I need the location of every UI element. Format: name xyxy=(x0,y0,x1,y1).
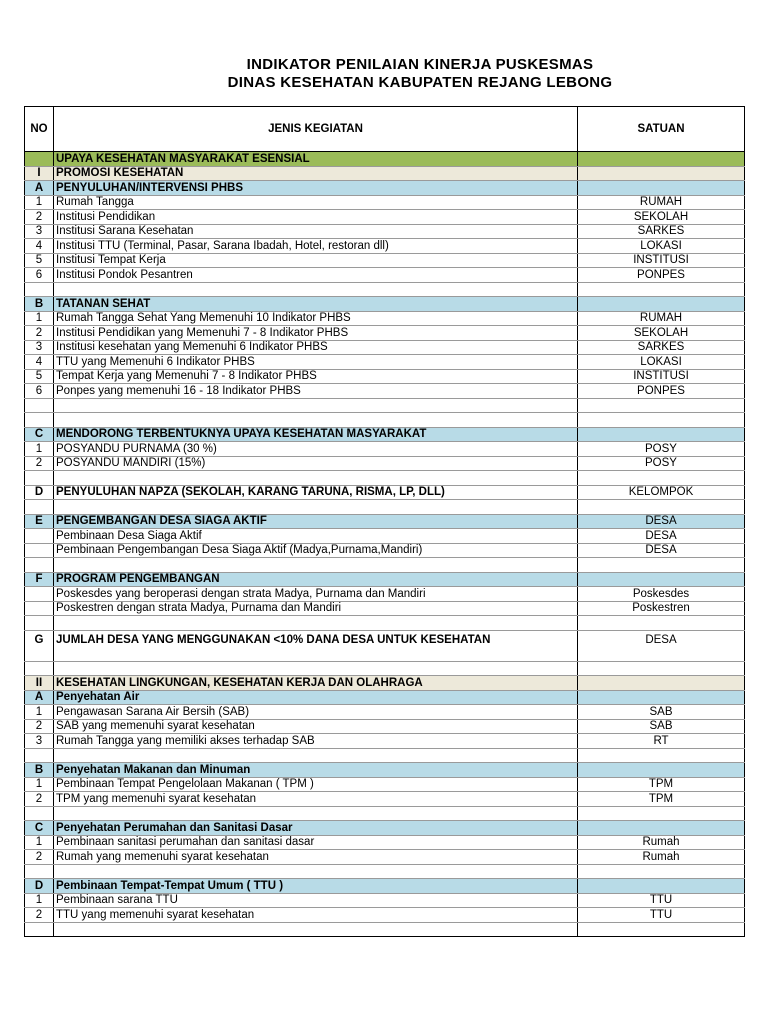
cell-no xyxy=(25,398,54,413)
table-body xyxy=(25,152,745,937)
cell-jenis-kegiatan: MENDORONG TERBENTUKNYA UPAYA KESEHATAN MASYARAKAT xyxy=(54,427,578,442)
cell-satuan: RT xyxy=(578,734,745,749)
cell-satuan xyxy=(578,558,745,573)
cell-no xyxy=(25,500,54,515)
cell-no: 1 xyxy=(25,311,54,326)
table-header-row xyxy=(25,107,745,152)
cell-no xyxy=(25,601,54,616)
cell-no: 2 xyxy=(25,210,54,225)
document-title-line1: INDIKATOR PENILAIAN KINERJA PUSKESMAS xyxy=(246,56,594,73)
cell-no: 2 xyxy=(25,792,54,807)
cell-no: 5 xyxy=(25,253,54,268)
cell-satuan: SEKOLAH xyxy=(578,210,745,225)
cell-satuan xyxy=(578,616,745,631)
cell-jenis-kegiatan: UPAYA KESEHATAN MASYARAKAT ESENSIAL xyxy=(54,152,578,167)
cell-jenis-kegiatan: JUMLAH DESA YANG MENGGUNAKAN <10% DANA DESA UNTUK KESEHATAN xyxy=(54,630,578,661)
table-row xyxy=(25,398,745,413)
cell-no xyxy=(25,806,54,821)
cell-satuan xyxy=(578,763,745,778)
cell-satuan xyxy=(578,297,745,312)
cell-jenis-kegiatan: Pembinaan Tempat Pengelolaan Makanan ( TPM ) xyxy=(54,777,578,792)
table-row xyxy=(25,471,745,486)
cell-satuan: LOKASI xyxy=(578,355,745,370)
table-row xyxy=(25,369,745,384)
cell-no: 2 xyxy=(25,456,54,471)
cell-jenis-kegiatan: Pembinaan sarana TTU xyxy=(54,893,578,908)
cell-jenis-kegiatan xyxy=(54,558,578,573)
table-row xyxy=(25,792,745,807)
cell-no xyxy=(25,587,54,602)
cell-satuan xyxy=(578,166,745,181)
cell-jenis-kegiatan: TATANAN SEHAT xyxy=(54,297,578,312)
cell-jenis-kegiatan xyxy=(54,500,578,515)
header-no: NO xyxy=(25,107,54,152)
table-row xyxy=(25,514,745,529)
table-row xyxy=(25,181,745,196)
table-row xyxy=(25,152,745,167)
cell-satuan: DESA xyxy=(578,529,745,544)
cell-jenis-kegiatan: Rumah Tangga xyxy=(54,195,578,210)
cell-jenis-kegiatan xyxy=(54,471,578,486)
cell-no: C xyxy=(25,821,54,836)
cell-jenis-kegiatan: PROMOSI KESEHATAN xyxy=(54,166,578,181)
cell-no: B xyxy=(25,297,54,312)
cell-no: 2 xyxy=(25,719,54,734)
cell-no: I xyxy=(25,166,54,181)
table-row xyxy=(25,850,745,865)
cell-jenis-kegiatan: Institusi kesehatan yang Memenuhi 6 Indikator PHBS xyxy=(54,340,578,355)
table-row xyxy=(25,908,745,923)
table-row xyxy=(25,413,745,428)
cell-jenis-kegiatan: Poskesdes yang beroperasi dengan strata Madya, Purnama dan Mandiri xyxy=(54,587,578,602)
cell-satuan: TTU xyxy=(578,908,745,923)
cell-jenis-kegiatan: Pengawasan Sarana Air Bersih (SAB) xyxy=(54,705,578,720)
cell-jenis-kegiatan: Institusi Tempat Kerja xyxy=(54,253,578,268)
cell-no: A xyxy=(25,690,54,705)
cell-satuan: Rumah xyxy=(578,835,745,850)
table-row xyxy=(25,442,745,457)
cell-no: 5 xyxy=(25,369,54,384)
cell-jenis-kegiatan: PROGRAM PENGEMBANGAN xyxy=(54,572,578,587)
cell-jenis-kegiatan xyxy=(54,282,578,297)
cell-jenis-kegiatan xyxy=(54,413,578,428)
cell-jenis-kegiatan: Pembinaan Tempat-Tempat Umum ( TTU ) xyxy=(54,879,578,894)
cell-no xyxy=(25,413,54,428)
cell-satuan xyxy=(578,690,745,705)
cell-jenis-kegiatan: Rumah Tangga Sehat Yang Memenuhi 10 Indikator PHBS xyxy=(54,311,578,326)
cell-no: 2 xyxy=(25,326,54,341)
table-row xyxy=(25,297,745,312)
cell-satuan: PONPES xyxy=(578,268,745,283)
table-row xyxy=(25,763,745,778)
table-row xyxy=(25,355,745,370)
table-row xyxy=(25,500,745,515)
cell-jenis-kegiatan: Institusi Pendidikan xyxy=(54,210,578,225)
cell-no: C xyxy=(25,427,54,442)
table-row xyxy=(25,529,745,544)
cell-no: G xyxy=(25,630,54,661)
table-row xyxy=(25,690,745,705)
table-row xyxy=(25,253,745,268)
cell-no: 1 xyxy=(25,893,54,908)
cell-no: 4 xyxy=(25,355,54,370)
cell-satuan: Rumah xyxy=(578,850,745,865)
cell-satuan: SAB xyxy=(578,705,745,720)
cell-no: 3 xyxy=(25,734,54,749)
cell-satuan: DESA xyxy=(578,514,745,529)
table-row xyxy=(25,224,745,239)
cell-satuan xyxy=(578,181,745,196)
cell-no: 2 xyxy=(25,850,54,865)
cell-no: 3 xyxy=(25,340,54,355)
cell-no xyxy=(25,529,54,544)
cell-jenis-kegiatan: Penyehatan Makanan dan Minuman xyxy=(54,763,578,778)
cell-satuan xyxy=(578,676,745,691)
cell-jenis-kegiatan: Pembinaan Pengembangan Desa Siaga Aktif (Madya,Purnama,Mandiri) xyxy=(54,543,578,558)
table-row xyxy=(25,806,745,821)
cell-jenis-kegiatan: Institusi Pendidikan yang Memenuhi 7 - 8 Indikator PHBS xyxy=(54,326,578,341)
cell-jenis-kegiatan xyxy=(54,661,578,676)
cell-satuan xyxy=(578,398,745,413)
cell-no xyxy=(25,558,54,573)
cell-satuan: INSTITUSI xyxy=(578,253,745,268)
table-row xyxy=(25,326,745,341)
cell-satuan xyxy=(578,413,745,428)
table-row xyxy=(25,210,745,225)
table-row xyxy=(25,777,745,792)
cell-satuan: KELOMPOK xyxy=(578,485,745,500)
cell-jenis-kegiatan xyxy=(54,922,578,937)
cell-jenis-kegiatan: TTU yang Memenuhi 6 Indikator PHBS xyxy=(54,355,578,370)
cell-satuan: TTU xyxy=(578,893,745,908)
cell-satuan: INSTITUSI xyxy=(578,369,745,384)
cell-jenis-kegiatan: KESEHATAN LINGKUNGAN, KESEHATAN KERJA DAN OLAHRAGA xyxy=(54,676,578,691)
table-row xyxy=(25,879,745,894)
cell-satuan: LOKASI xyxy=(578,239,745,254)
cell-jenis-kegiatan: Ponpes yang memenuhi 16 - 18 Indikator PHBS xyxy=(54,384,578,399)
table-row xyxy=(25,427,745,442)
cell-satuan xyxy=(578,879,745,894)
table-row xyxy=(25,195,745,210)
cell-jenis-kegiatan: PENGEMBANGAN DESA SIAGA AKTIF xyxy=(54,514,578,529)
cell-satuan xyxy=(578,282,745,297)
cell-satuan xyxy=(578,864,745,879)
cell-jenis-kegiatan: Pembinaan Desa Siaga Aktif xyxy=(54,529,578,544)
cell-no xyxy=(25,616,54,631)
table-row xyxy=(25,661,745,676)
cell-satuan: TPM xyxy=(578,777,745,792)
table-row xyxy=(25,922,745,937)
table-row xyxy=(25,282,745,297)
cell-jenis-kegiatan xyxy=(54,806,578,821)
cell-jenis-kegiatan: Rumah yang memenuhi syarat kesehatan xyxy=(54,850,578,865)
cell-satuan: DESA xyxy=(578,543,745,558)
cell-no: 1 xyxy=(25,777,54,792)
table-row xyxy=(25,166,745,181)
cell-jenis-kegiatan: POSYANDU PURNAMA (30 %) xyxy=(54,442,578,457)
table-row xyxy=(25,239,745,254)
cell-jenis-kegiatan: Penyehatan Air xyxy=(54,690,578,705)
table-row xyxy=(25,558,745,573)
cell-jenis-kegiatan: PENYULUHAN/INTERVENSI PHBS xyxy=(54,181,578,196)
cell-no xyxy=(25,661,54,676)
table-row xyxy=(25,864,745,879)
cell-satuan: POSY xyxy=(578,442,745,457)
table-row xyxy=(25,572,745,587)
cell-no: 1 xyxy=(25,442,54,457)
cell-satuan: POSY xyxy=(578,456,745,471)
cell-no: B xyxy=(25,763,54,778)
cell-jenis-kegiatan: Institusi TTU (Terminal, Pasar, Sarana Ibadah, Hotel, restoran dll) xyxy=(54,239,578,254)
table-row xyxy=(25,485,745,500)
table-row xyxy=(25,543,745,558)
cell-jenis-kegiatan: SAB yang memenuhi syarat kesehatan xyxy=(54,719,578,734)
table-row xyxy=(25,630,745,661)
cell-jenis-kegiatan: PENYULUHAN NAPZA (SEKOLAH, KARANG TARUNA, RISMA, LP, DLL) xyxy=(54,485,578,500)
table-row xyxy=(25,835,745,850)
table-row xyxy=(25,705,745,720)
cell-no xyxy=(25,471,54,486)
cell-satuan: SEKOLAH xyxy=(578,326,745,341)
cell-jenis-kegiatan xyxy=(54,616,578,631)
cell-satuan: Poskestren xyxy=(578,601,745,616)
cell-jenis-kegiatan: TTU yang memenuhi syarat kesehatan xyxy=(54,908,578,923)
cell-jenis-kegiatan: Penyehatan Perumahan dan Sanitasi Dasar xyxy=(54,821,578,836)
table-row xyxy=(25,821,745,836)
cell-no: A xyxy=(25,181,54,196)
cell-no xyxy=(25,543,54,558)
header-satuan: SATUAN xyxy=(578,107,745,152)
cell-no: D xyxy=(25,879,54,894)
cell-satuan: PONPES xyxy=(578,384,745,399)
document-title-line2: DINAS KESEHATAN KABUPATEN REJANG LEBONG xyxy=(227,74,613,91)
cell-satuan: RUMAH xyxy=(578,311,745,326)
table-row xyxy=(25,456,745,471)
cell-satuan xyxy=(578,572,745,587)
cell-satuan: RUMAH xyxy=(578,195,745,210)
cell-no: 1 xyxy=(25,705,54,720)
cell-satuan: SARKES xyxy=(578,340,745,355)
header-jenis-kegiatan: JENIS KEGIATAN xyxy=(54,107,578,152)
cell-jenis-kegiatan: Institusi Pondok Pesantren xyxy=(54,268,578,283)
cell-satuan xyxy=(578,748,745,763)
cell-satuan: Poskesdes xyxy=(578,587,745,602)
table-row xyxy=(25,384,745,399)
table-row xyxy=(25,893,745,908)
cell-no xyxy=(25,922,54,937)
table-row xyxy=(25,587,745,602)
table-row xyxy=(25,340,745,355)
cell-no xyxy=(25,748,54,763)
cell-satuan xyxy=(578,922,745,937)
cell-jenis-kegiatan: Tempat Kerja yang Memenuhi 7 - 8 Indikator PHBS xyxy=(54,369,578,384)
indicator-table xyxy=(24,106,745,937)
cell-no: 6 xyxy=(25,268,54,283)
cell-jenis-kegiatan: TPM yang memenuhi syarat kesehatan xyxy=(54,792,578,807)
cell-satuan: TPM xyxy=(578,792,745,807)
cell-satuan xyxy=(578,500,745,515)
cell-no: F xyxy=(25,572,54,587)
cell-no: II xyxy=(25,676,54,691)
table-row xyxy=(25,719,745,734)
cell-no xyxy=(25,152,54,167)
cell-satuan xyxy=(578,806,745,821)
cell-satuan xyxy=(578,152,745,167)
cell-satuan: DESA xyxy=(578,630,745,661)
table-row xyxy=(25,734,745,749)
table-row xyxy=(25,601,745,616)
cell-jenis-kegiatan: Poskestren dengan strata Madya, Purnama dan Mandiri xyxy=(54,601,578,616)
table-row xyxy=(25,748,745,763)
cell-no: 2 xyxy=(25,908,54,923)
cell-satuan xyxy=(578,661,745,676)
table-row xyxy=(25,268,745,283)
cell-satuan xyxy=(578,427,745,442)
cell-no: 1 xyxy=(25,195,54,210)
cell-no: E xyxy=(25,514,54,529)
cell-jenis-kegiatan: POSYANDU MANDIRI (15%) xyxy=(54,456,578,471)
cell-jenis-kegiatan: Institusi Sarana Kesehatan xyxy=(54,224,578,239)
table-row xyxy=(25,311,745,326)
cell-no: 4 xyxy=(25,239,54,254)
cell-jenis-kegiatan xyxy=(54,748,578,763)
cell-jenis-kegiatan: Rumah Tangga yang memiliki akses terhadap SAB xyxy=(54,734,578,749)
table-row xyxy=(25,616,745,631)
cell-satuan: SARKES xyxy=(578,224,745,239)
cell-no: 3 xyxy=(25,224,54,239)
table-row xyxy=(25,676,745,691)
cell-satuan xyxy=(578,471,745,486)
cell-satuan: SAB xyxy=(578,719,745,734)
cell-no: 1 xyxy=(25,835,54,850)
cell-jenis-kegiatan xyxy=(54,398,578,413)
cell-no: 6 xyxy=(25,384,54,399)
cell-no: D xyxy=(25,485,54,500)
cell-jenis-kegiatan xyxy=(54,864,578,879)
cell-satuan xyxy=(578,821,745,836)
cell-jenis-kegiatan: Pembinaan sanitasi perumahan dan sanitasi dasar xyxy=(54,835,578,850)
cell-no xyxy=(25,864,54,879)
cell-no xyxy=(25,282,54,297)
